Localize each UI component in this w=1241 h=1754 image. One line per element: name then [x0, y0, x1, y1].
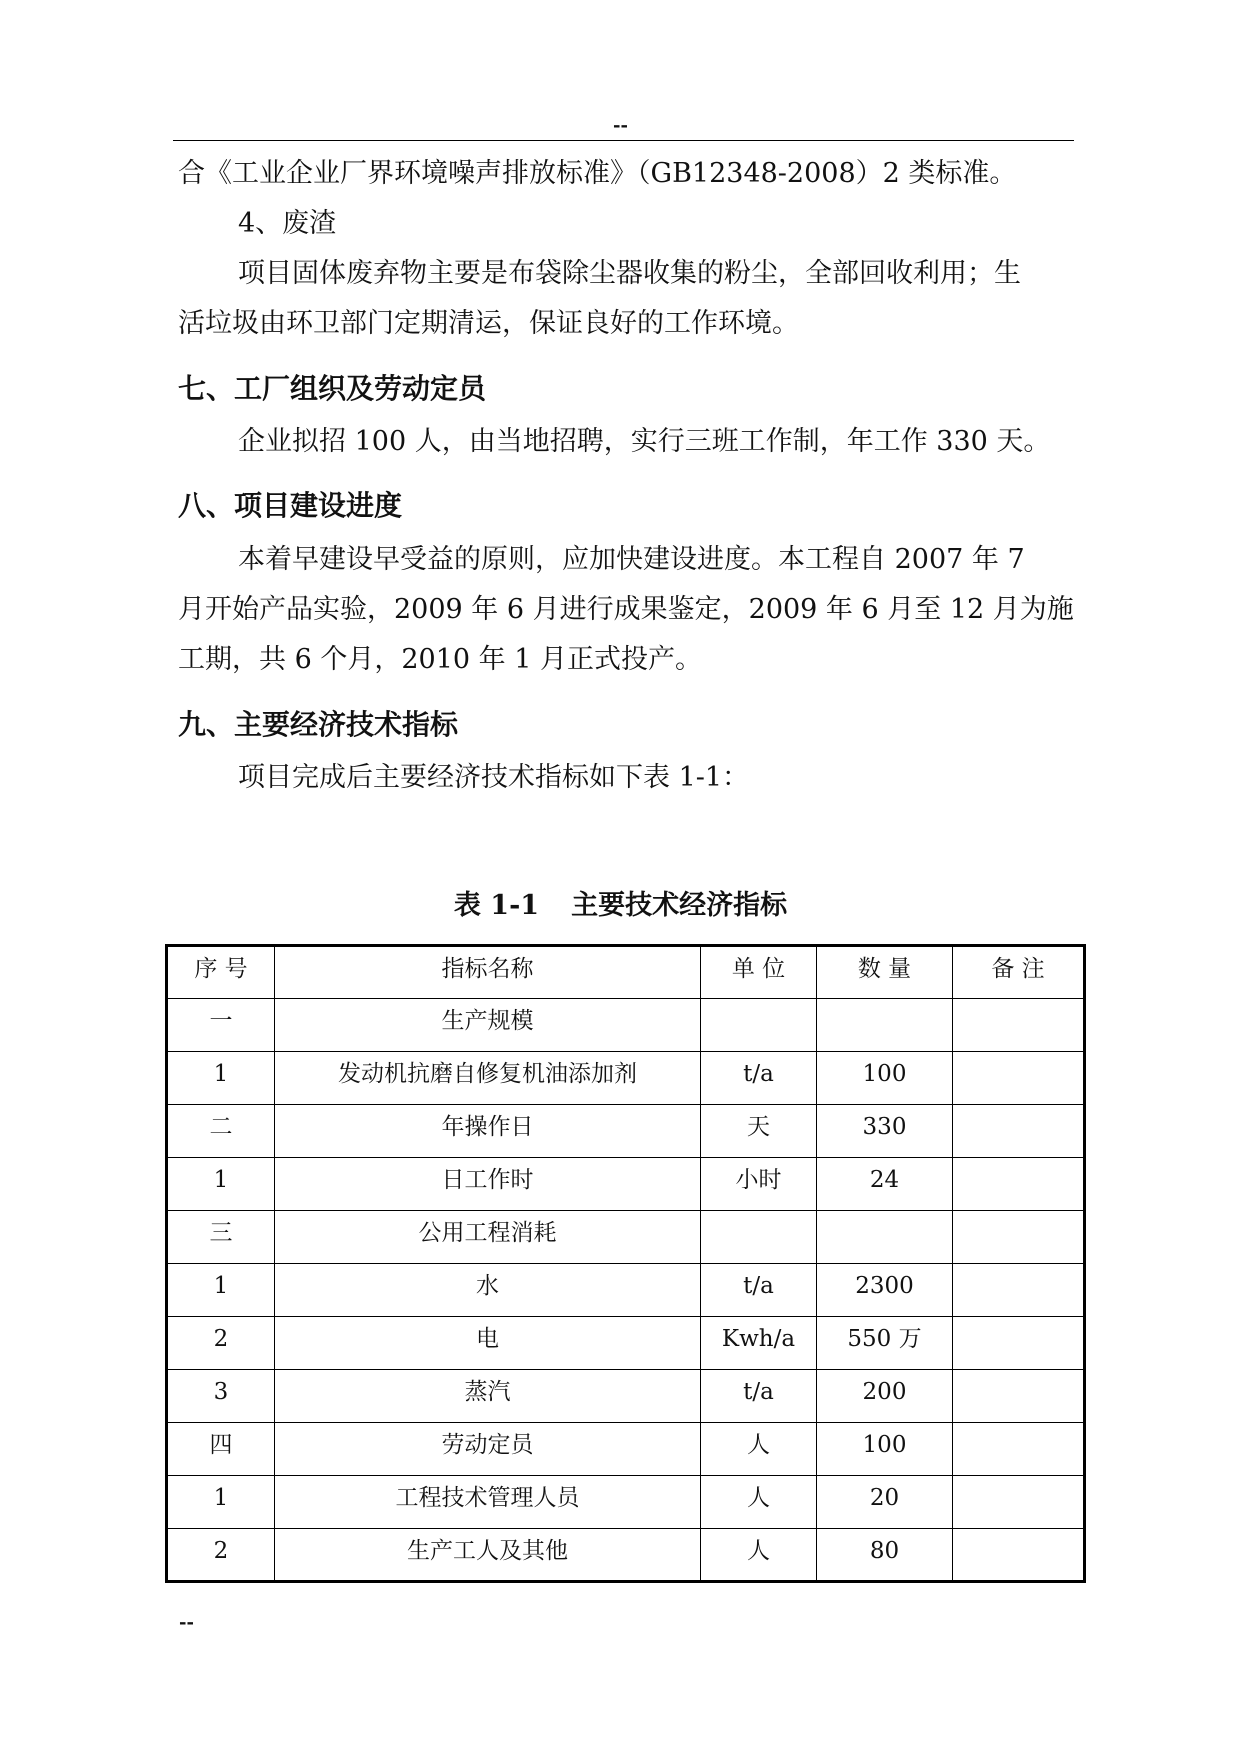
table-caption-title: 主要技术经济指标 [571, 890, 788, 921]
table-cell [953, 1529, 1085, 1582]
table-cell: 人 [701, 1423, 817, 1476]
body-text-line: 合《工业企业厂界环境噪声排放标准》（GB12348-2008）2 类标准。 [178, 158, 1017, 189]
table-cell: 100 [817, 1423, 953, 1476]
table-cell: 发动机抗磨自修复机油添加剂 [275, 1052, 701, 1105]
table-cell [953, 1370, 1085, 1423]
table-cell: 蒸汽 [275, 1370, 701, 1423]
table-cell: 二 [167, 1105, 275, 1158]
table-cell: 2 [167, 1317, 275, 1370]
table-cell: 1 [167, 1158, 275, 1211]
table-cell: t/a [701, 1052, 817, 1105]
table-cell: Kwh/a [701, 1317, 817, 1370]
body-text-line: 月开始产品实验，2009 年 6 月进行成果鉴定，2009 年 6 月至 12 月为施 [178, 594, 1074, 625]
table-row [167, 1317, 1085, 1370]
table-cell [953, 1211, 1085, 1264]
subheading-waste: 4、废渣 [238, 208, 337, 239]
section-heading-9: 九、主要经济技术指标 [178, 708, 459, 741]
table-cell [817, 1211, 953, 1264]
table-cell: 水 [275, 1264, 701, 1317]
table-row [167, 1158, 1085, 1211]
table-row [167, 1264, 1085, 1317]
table-cell: 330 [817, 1105, 953, 1158]
table-cell: 2300 [817, 1264, 953, 1317]
body-text-line: 项目固体废弃物主要是布袋除尘器收集的粉尘，全部回收利用；生 [238, 258, 1021, 289]
table-cell: 24 [817, 1158, 953, 1211]
body-text-line: 项目完成后主要经济技术指标如下表 1-1： [238, 762, 750, 793]
table-cell: 3 [167, 1370, 275, 1423]
table-cell [817, 999, 953, 1052]
table-cell: 550 万 [817, 1317, 953, 1370]
table-cell [701, 999, 817, 1052]
section-heading-7: 七、工厂组织及劳动定员 [178, 372, 487, 405]
header-cell: 数 量 [817, 946, 953, 999]
table-cell: 公用工程消耗 [275, 1211, 701, 1264]
table-cell [953, 1264, 1085, 1317]
table-cell: 天 [701, 1105, 817, 1158]
table-cell: 小时 [701, 1158, 817, 1211]
table-cell: 电 [275, 1317, 701, 1370]
table-cell: 80 [817, 1529, 953, 1582]
table-cell [953, 1317, 1085, 1370]
table-caption-number: 表 1-1 [453, 890, 540, 921]
table-cell: 生产规模 [275, 999, 701, 1052]
table-cell [701, 1211, 817, 1264]
body-text-line: 本着早建设早受益的原则，应加快建设进度。本工程自 2007 年 7 [238, 544, 1025, 575]
header-cell: 序 号 [167, 946, 275, 999]
header-rule [173, 140, 1074, 141]
table-row [167, 1476, 1085, 1529]
body-text-line: 企业拟招 100 人，由当地招聘，实行三班工作制，年工作 330 天。 [238, 426, 1051, 457]
body-text-line: 活垃圾由环卫部门定期清运，保证良好的工作环境。 [178, 308, 799, 339]
table-cell [953, 999, 1085, 1052]
section-heading-8: 八、项目建设进度 [178, 489, 403, 522]
header-cell: 单 位 [701, 946, 817, 999]
table-cell: 工程技术管理人员 [275, 1476, 701, 1529]
table-caption [0, 888, 1241, 924]
table-cell: 1 [167, 1476, 275, 1529]
table-row [167, 1529, 1085, 1582]
body-text-line: 工期，共 6 个月，2010 年 1 月正式投产。 [178, 644, 702, 675]
table-cell: 三 [167, 1211, 275, 1264]
table-row [167, 1370, 1085, 1423]
table-row [167, 1211, 1085, 1264]
table-cell: 100 [817, 1052, 953, 1105]
page-footer-mark: -- [179, 1612, 194, 1633]
table-cell: 四 [167, 1423, 275, 1476]
table-cell [953, 1158, 1085, 1211]
table-row [167, 1105, 1085, 1158]
table-cell: 20 [817, 1476, 953, 1529]
page-header-mark: -- [613, 115, 628, 136]
table-cell [953, 1052, 1085, 1105]
table-cell: 1 [167, 1264, 275, 1317]
table-row [167, 1423, 1085, 1476]
table-header-row [167, 946, 1085, 999]
table-cell: t/a [701, 1264, 817, 1317]
table-row [167, 999, 1085, 1052]
table-cell [953, 1423, 1085, 1476]
table-row [167, 1052, 1085, 1105]
table-cell: 人 [701, 1529, 817, 1582]
table-cell [953, 1105, 1085, 1158]
table-cell [953, 1476, 1085, 1529]
table-cell: 劳动定员 [275, 1423, 701, 1476]
indicators-table [165, 944, 1086, 1583]
table-cell: t/a [701, 1370, 817, 1423]
table-cell: 1 [167, 1052, 275, 1105]
header-cell: 备 注 [953, 946, 1085, 999]
table-cell: 人 [701, 1476, 817, 1529]
table-cell: 一 [167, 999, 275, 1052]
header-cell: 指标名称 [275, 946, 701, 999]
table-cell: 日工作时 [275, 1158, 701, 1211]
table-cell: 2 [167, 1529, 275, 1582]
table-cell: 生产工人及其他 [275, 1529, 701, 1582]
table-cell: 200 [817, 1370, 953, 1423]
table-cell: 年操作日 [275, 1105, 701, 1158]
